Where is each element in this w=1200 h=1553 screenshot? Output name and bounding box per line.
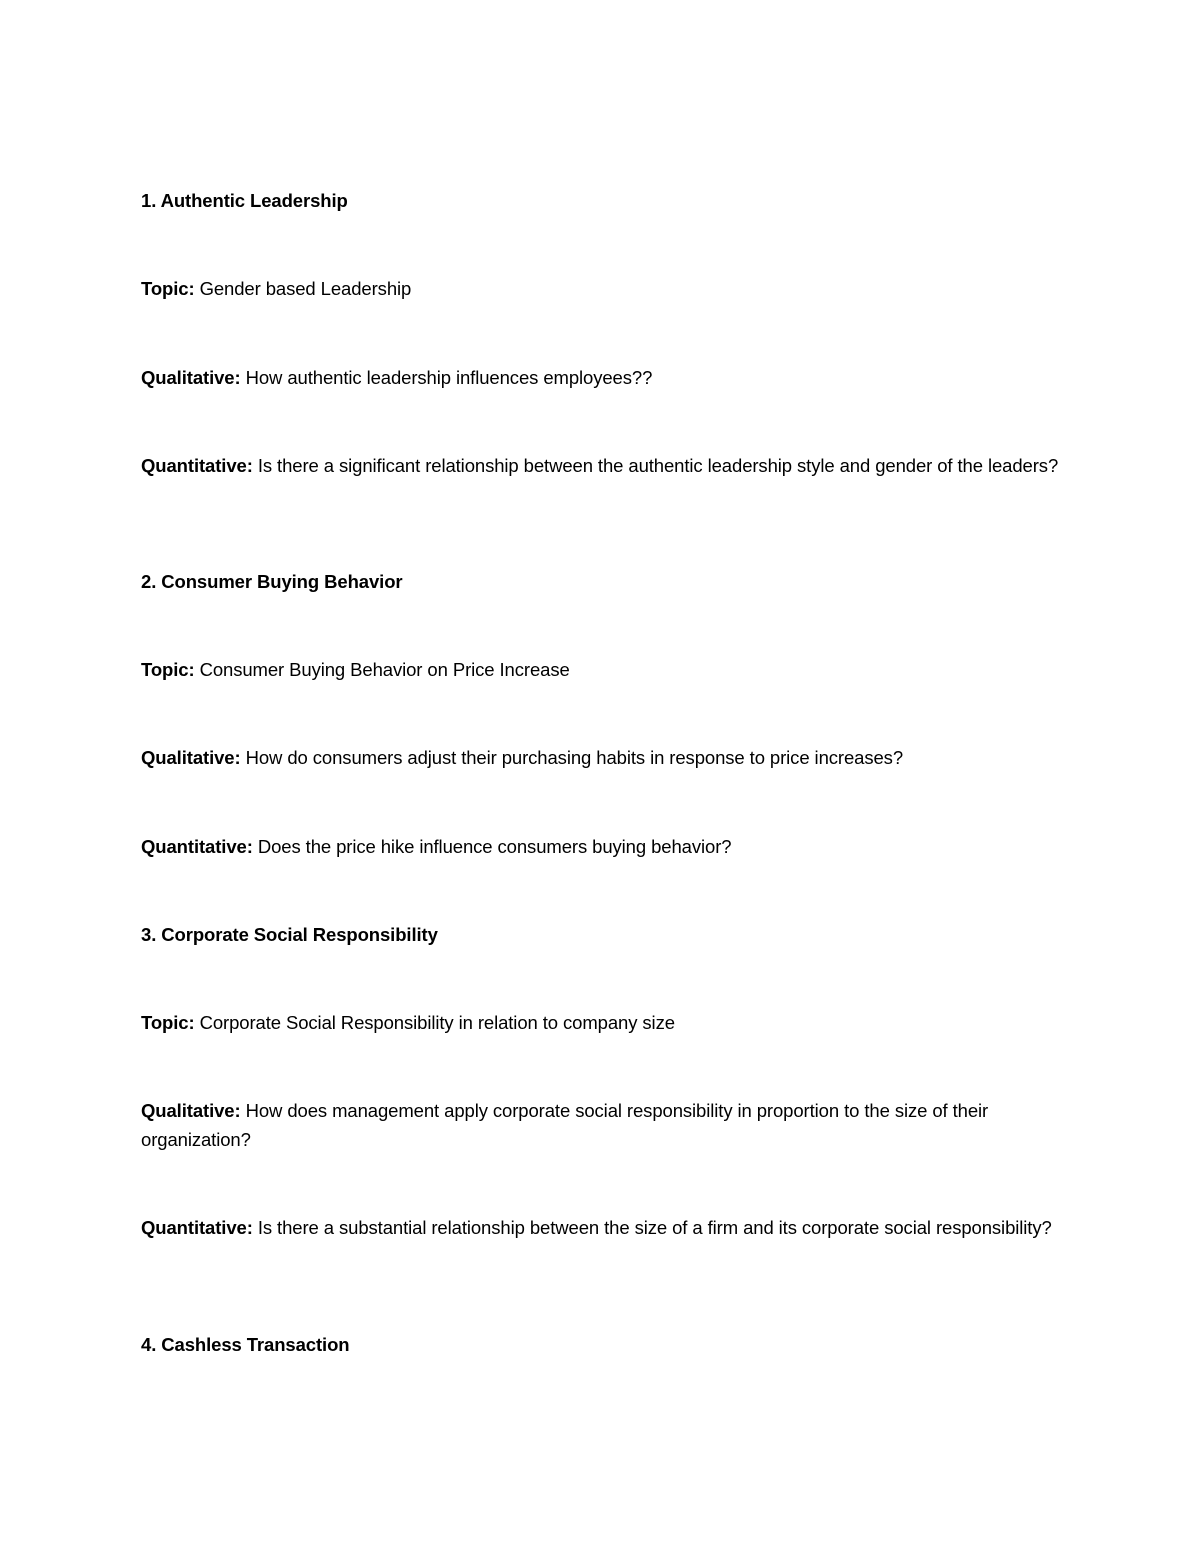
- quantitative-label: Quantitative:: [141, 836, 253, 857]
- qualitative-text: How does management apply corporate social responsibility in proportion to the size of their organization?: [141, 1100, 989, 1150]
- section-heading: 1. Authentic Leadership: [141, 190, 348, 211]
- qualitative-line: [141, 743, 1071, 772]
- topic-line: [141, 1008, 1071, 1037]
- topic-label: Topic:: [141, 659, 195, 680]
- quantitative-text: Is there a significant relationship between the authentic leadership style and gender of the leaders?: [252, 455, 1059, 476]
- qualitative-label: Qualitative:: [141, 367, 241, 388]
- topic-text: Corporate Social Responsibility in relation to company size: [194, 1012, 675, 1033]
- section-heading: 2. Consumer Buying Behavior: [141, 571, 403, 592]
- topic-label: Topic:: [141, 1012, 195, 1033]
- topic-text: Gender based Leadership: [194, 278, 412, 299]
- topic-line: [141, 274, 1071, 303]
- quantitative-label: Quantitative:: [141, 1217, 253, 1238]
- qualitative-text: How do consumers adjust their purchasing habits in response to price increases?: [240, 747, 904, 768]
- quantitative-line: [141, 451, 1071, 480]
- quantitative-label: Quantitative:: [141, 455, 253, 476]
- quantitative-line: [141, 1213, 1071, 1242]
- quantitative-line: [141, 832, 1071, 861]
- qualitative-line: [141, 1096, 1071, 1154]
- section-heading: 3. Corporate Social Responsibility: [141, 924, 438, 945]
- qualitative-text: How authentic leadership influences employees??: [240, 367, 653, 388]
- topic-text: Consumer Buying Behavior on Price Increase: [194, 659, 570, 680]
- qualitative-line: [141, 363, 1071, 392]
- topic-line: [141, 655, 1071, 684]
- qualitative-label: Qualitative:: [141, 1100, 241, 1121]
- qualitative-label: Qualitative:: [141, 747, 241, 768]
- topic-label: Topic:: [141, 278, 195, 299]
- quantitative-text: Is there a substantial relationship between the size of a firm and its corporate social responsibility?: [252, 1217, 1052, 1238]
- section-heading: 4. Cashless Transaction: [141, 1334, 350, 1355]
- quantitative-text: Does the price hike influence consumers buying behavior?: [252, 836, 732, 857]
